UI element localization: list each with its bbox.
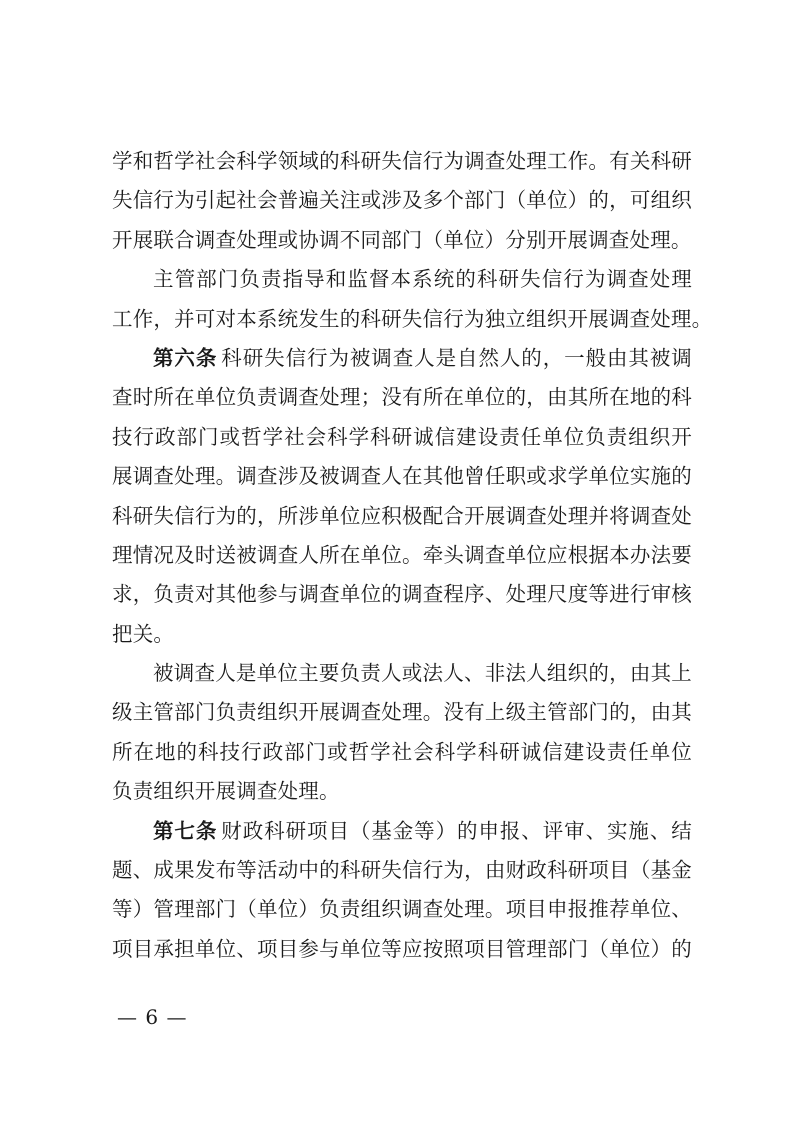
text-line	[112, 812, 692, 851]
text-line: 等）管理部门（单位）负责组织调查处理。项目申报推荐单位、	[112, 897, 692, 922]
text-line: 求，负责对其他参与调查单位的调查程序、处理尺度等进行审核	[112, 582, 692, 607]
text-line: 被调查人是单位主要负责人或法人、非法人组织的，由其上	[153, 661, 692, 686]
paragraph-continuation	[112, 142, 692, 260]
text-line: 学和哲学社会科学领域的科研失信行为调查处理工作。有关科研	[112, 149, 692, 173]
text-line: 失信行为引起社会普遍关注或涉及多个部门（单位）的，可组织	[112, 188, 692, 213]
text-line: 展调查处理。调查涉及被调查人在其他曾任职或求学单位实施的	[112, 464, 692, 489]
text-line: 所在地的科技行政部门或哲学社会科学科研诚信建设责任单位	[112, 739, 692, 764]
text-line: 技行政部门或哲学社会科学科研诚信建设责任单位负责组织开	[112, 424, 692, 449]
text-line: 负责组织开展调查处理。	[112, 779, 340, 804]
text-line: 开展联合调查处理或协调不同部门（单位）分别开展调查处理。	[112, 227, 692, 252]
article-text: 科研失信行为被调查人是自然人的，一般由其被调	[221, 345, 692, 370]
text-line: 工作，并可对本系统发生的科研失信行为独立组织开展调查处理。	[112, 306, 713, 331]
article-number: 第六条	[153, 345, 218, 370]
text-line: 题、成果发布等活动中的科研失信行为，由财政科研项目（基金	[112, 858, 692, 883]
text-line: 项目承担单位、项目参与单位等应按照项目管理部门（单位）的	[112, 936, 692, 961]
text-line: 查时所在单位负责调查处理；没有所在单位的，由其所在地的科	[112, 385, 692, 410]
text-line: 理情况及时送被调查人所在单位。牵头调查单位应根据本办法要	[112, 542, 692, 567]
paragraph-legal-person	[112, 654, 692, 812]
text-line	[112, 339, 692, 378]
text-line: 科研失信行为的，所涉单位应积极配合开展调查处理并将调查处	[112, 503, 692, 528]
text-line: 级主管部门负责组织开展调查处理。没有上级主管部门的，由其	[112, 700, 692, 725]
paragraph-supervision	[112, 260, 713, 339]
article-six	[112, 339, 692, 654]
document-body	[112, 142, 713, 969]
page-number: — 6 —	[117, 1005, 188, 1029]
text-line: 主管部门负责指导和监督本系统的科研失信行为调查处理	[153, 267, 692, 292]
article-seven	[112, 812, 692, 970]
article-text: 财政科研项目（基金等）的申报、评审、实施、结	[221, 818, 692, 843]
text-line: 把关。	[112, 621, 175, 646]
article-number: 第七条	[153, 818, 218, 843]
